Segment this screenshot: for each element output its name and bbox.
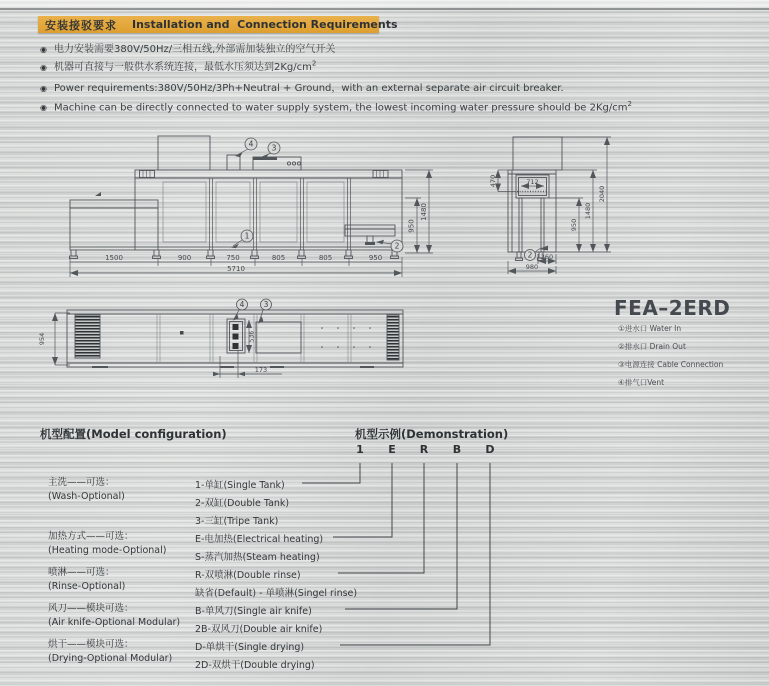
group-label-en: (Heating mode-Optional) (48, 545, 167, 556)
demo-connector-lines (295, 455, 500, 660)
group-label-en: (Wash-Optional) (48, 491, 125, 502)
group-label-zh: 喷淋——可选： (48, 567, 115, 578)
dim-label: 1480 (584, 202, 592, 220)
group-label-en: (Rinse-Optional) (48, 581, 126, 592)
option-item: 2-双缸(Double Tank) (195, 498, 290, 509)
group-label-zh: 主洗——可选： (48, 477, 115, 488)
dim-label: 1500 (105, 254, 123, 262)
config-group-heating (48, 530, 166, 558)
option-item: E-电加热(Electrical heating) (195, 534, 324, 545)
option-item: S-蒸汽加热(Steam heating) (195, 552, 320, 563)
callout-number: 3 (263, 300, 269, 309)
dim-label: 805 (318, 254, 333, 262)
requirement-item (40, 79, 564, 94)
legend-item: ④排气口Vent (618, 378, 665, 387)
dim-label: 950 (570, 218, 578, 232)
demo-code-letter: 1 (356, 443, 364, 456)
dim-label: 712 (526, 178, 539, 186)
dim-label: 470 (489, 174, 497, 188)
legend-item: ②排水口 Drain Out (618, 342, 686, 351)
group-label-zh: 加热方式——可选： (48, 531, 134, 542)
connection-legend (618, 320, 723, 392)
requirement-item (40, 40, 335, 55)
option-item: 缺省(Default) - 单喷淋(Singel rinse) (195, 588, 358, 599)
header-title-en: Installation and Connection Requirements (132, 18, 398, 31)
requirement-text: 电力安装需要380V/50Hz/三相五线,外部需加装独立的空气开关 (53, 44, 336, 55)
config-group-wash (48, 476, 125, 504)
group-label-en: (Air knife-Optional Modular) (48, 617, 181, 628)
callout-number: 4 (239, 300, 245, 309)
top-highlight-strip (0, 0, 769, 8)
dim-label: 1480 (420, 203, 428, 221)
demo-title: 机型示例(Demonstration) (355, 427, 509, 441)
group-label-zh: 烘干——模块可选： (48, 639, 134, 650)
group-label-en: (Drying-Optional Modular) (48, 653, 173, 664)
top-view-drawing (30, 295, 470, 390)
option-item: 1-单缸(Single Tank) (195, 480, 285, 491)
dim-label: 5710 (227, 265, 245, 273)
bullet-icon: ◉ (40, 84, 47, 93)
option-item: D-单烘干(Single drying) (195, 642, 305, 653)
callout-number: 3 (271, 143, 277, 153)
bullet-icon: ◉ (40, 63, 47, 72)
group-label-zh: 风刀——模块可选： (48, 603, 134, 614)
requirement-text: Power requirements:380V/50Hz/3Ph+Neutral + Ground，with an external separate air circuit breaker. (53, 83, 564, 94)
callout-number: 2 (394, 241, 400, 251)
dim-label: 260 (540, 253, 554, 261)
callout-number: 2 (527, 250, 533, 260)
header-title-zh: 安装接驳要求 (45, 18, 117, 32)
side-view-drawing (55, 130, 445, 285)
dim-label: 950 (368, 254, 383, 262)
demo-code-letter: D (485, 443, 495, 456)
callout-number: 1 (244, 231, 250, 241)
dim-label: 805 (271, 254, 286, 262)
top-rule (0, 8, 769, 10)
config-title: 机型配置(Model configuration) (40, 427, 227, 441)
model-code: FEA–2ERD (614, 296, 731, 320)
dim-label: 2040 (598, 185, 606, 203)
legend-item: ①进水口 Water In (618, 324, 682, 333)
requirement-text: 机器可直接与一般供水系统连接，最低水压须达到2Kg/cm (53, 62, 312, 73)
dim-label: 980 (525, 263, 539, 271)
demo-code-letter: R (419, 443, 429, 456)
option-item: 2D-双烘干(Double drying) (195, 660, 315, 671)
option-item: R-双喷淋(Double rinse) (195, 570, 301, 581)
dim-label: 950 (407, 219, 416, 233)
config-group-drying (48, 638, 172, 666)
dim-label: 173 (254, 366, 268, 374)
dim-label: 954 (38, 332, 46, 346)
dim-label: 750 (226, 254, 240, 262)
section-header-bar (38, 16, 398, 33)
config-group-rinse (48, 566, 125, 594)
superscript: 2 (627, 100, 632, 108)
superscript: 2 (311, 59, 317, 68)
option-item: 2B-双风刀(Double air knife) (195, 624, 323, 635)
demo-code-letter: E (388, 443, 396, 456)
dim-label: 536 (248, 330, 256, 343)
callout-number: 4 (248, 139, 254, 149)
bullet-icon: ◉ (40, 45, 47, 54)
option-item: B-单风刀(Single air knife) (195, 606, 312, 617)
demo-code-letter: B (452, 443, 462, 456)
config-group-airknife (48, 602, 180, 630)
dim-label: 900 (177, 254, 192, 262)
requirement-item (40, 100, 632, 113)
bullet-icon: ◉ (40, 103, 47, 113)
requirement-text: Machine can be directly connected to water supply system, the lowest incoming water pressure should be 2Kg/cm (53, 102, 628, 114)
option-item: 3-三缸(Tripe Tank) (195, 516, 279, 527)
end-view-drawing (490, 133, 625, 283)
legend-item: ③电源连接 Cable Connection (618, 360, 724, 369)
requirement-item (40, 58, 316, 73)
